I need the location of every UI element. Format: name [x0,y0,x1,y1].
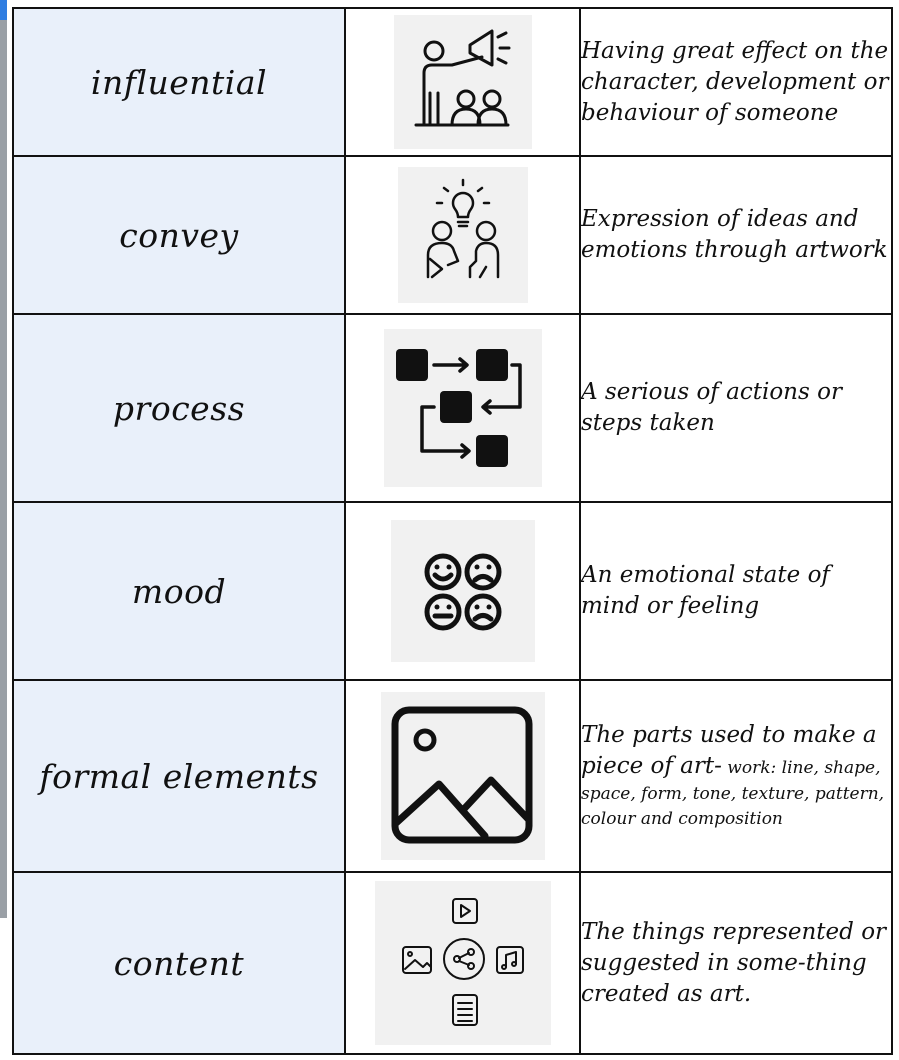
left-scroll-bar[interactable] [0,0,7,918]
term-content: content [13,872,345,1054]
definition-process: A serious of actions or steps taken [580,314,892,502]
term-process: process [13,314,345,502]
table-row [13,502,892,680]
two-people-sharing-idea-icon [398,167,528,303]
definition-convey: Expression of ideas and emotions through artwork [580,156,892,314]
definition-mood: An emotional state of mind or feeling [580,502,892,680]
content-media-share-icon [375,881,551,1045]
megaphone-speaker-audience-icon [394,15,532,149]
image-picture-icon [381,692,545,860]
term-influential: influential [13,8,345,156]
process-flow-steps-icon [384,329,542,487]
emotion-faces-icon [391,520,535,662]
term-formal-elements: formal elements [13,680,345,872]
vocabulary-table [12,7,893,1055]
table-row [13,872,892,1054]
term-convey: convey [13,156,345,314]
term-mood: mood [13,502,345,680]
table-row [13,8,892,156]
left-scroll-accent [0,0,7,20]
definition-formal-elements-main: The parts used to make a piece of art- [581,722,877,779]
table-row [13,314,892,502]
definition-influential: Having great effect on the character, development or behaviour of someone [580,8,892,156]
table-row [13,156,892,314]
definition-content: The things represented or suggested in some-thing created as art. [580,872,892,1054]
definition-formal-elements-rest: work: line, shape, space, form, tone, texture, pattern, colour and composition [581,758,885,829]
table-row [13,680,892,872]
